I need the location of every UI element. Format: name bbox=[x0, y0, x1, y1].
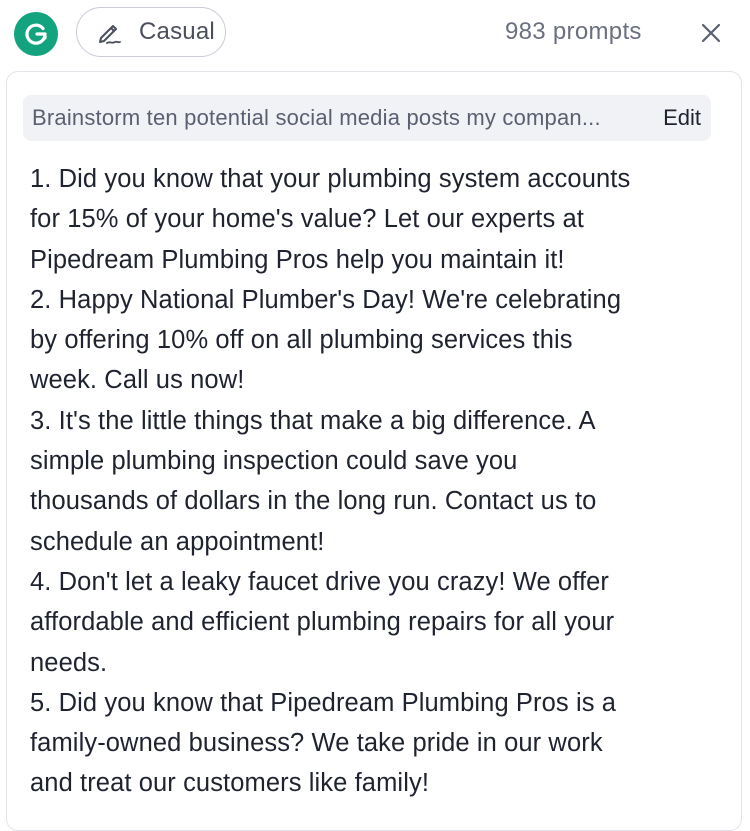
prompt-text: Brainstorm ten potential social media posts my compan... bbox=[32, 105, 601, 130]
response-line: thousands of dollars in the long run. Contact us to bbox=[30, 487, 597, 516]
top-bar bbox=[0, 0, 750, 64]
pen-icon bbox=[95, 18, 123, 46]
response-text bbox=[30, 159, 730, 804]
response-line: week. Call us now! bbox=[30, 366, 245, 395]
response-line: 4. Don't let a leaky faucet drive you crazy! We offer bbox=[30, 567, 609, 596]
response-line: family-owned business? We take pride in our work bbox=[30, 729, 603, 758]
response-line: simple plumbing inspection could save you bbox=[30, 447, 518, 476]
close-button[interactable] bbox=[696, 18, 726, 48]
response-line: 2. Happy National Plumber's Day! We're celebrating bbox=[30, 285, 622, 314]
response-line: and treat our customers like family! bbox=[30, 769, 429, 798]
logo-g-icon bbox=[21, 19, 51, 49]
close-icon bbox=[700, 22, 722, 44]
response-line: for 15% of your home's value? Let our experts at bbox=[30, 205, 584, 234]
tone-label: Casual bbox=[139, 18, 215, 45]
prompts-count: 983 prompts bbox=[505, 18, 642, 45]
prompt-chip bbox=[23, 95, 711, 141]
response-line: 5. Did you know that Pipedream Plumbing Pros is a bbox=[30, 688, 617, 717]
grammarly-logo bbox=[14, 12, 58, 56]
edit-prompt-button[interactable]: Edit bbox=[663, 105, 701, 130]
response-line: affordable and efficient plumbing repairs for all your bbox=[30, 608, 615, 637]
response-line: by offering 10% off on all plumbing services this bbox=[30, 326, 573, 355]
response-line: schedule an appointment! bbox=[30, 527, 325, 556]
tone-selector-button[interactable] bbox=[76, 7, 226, 57]
response-line: Pipedream Plumbing Pros help you maintain it! bbox=[30, 245, 565, 274]
response-line: needs. bbox=[30, 648, 108, 677]
response-line: 1. Did you know that your plumbing system accounts bbox=[30, 165, 631, 193]
response-panel bbox=[6, 71, 742, 831]
response-line: 3. It's the little things that make a big difference. A bbox=[30, 406, 596, 435]
